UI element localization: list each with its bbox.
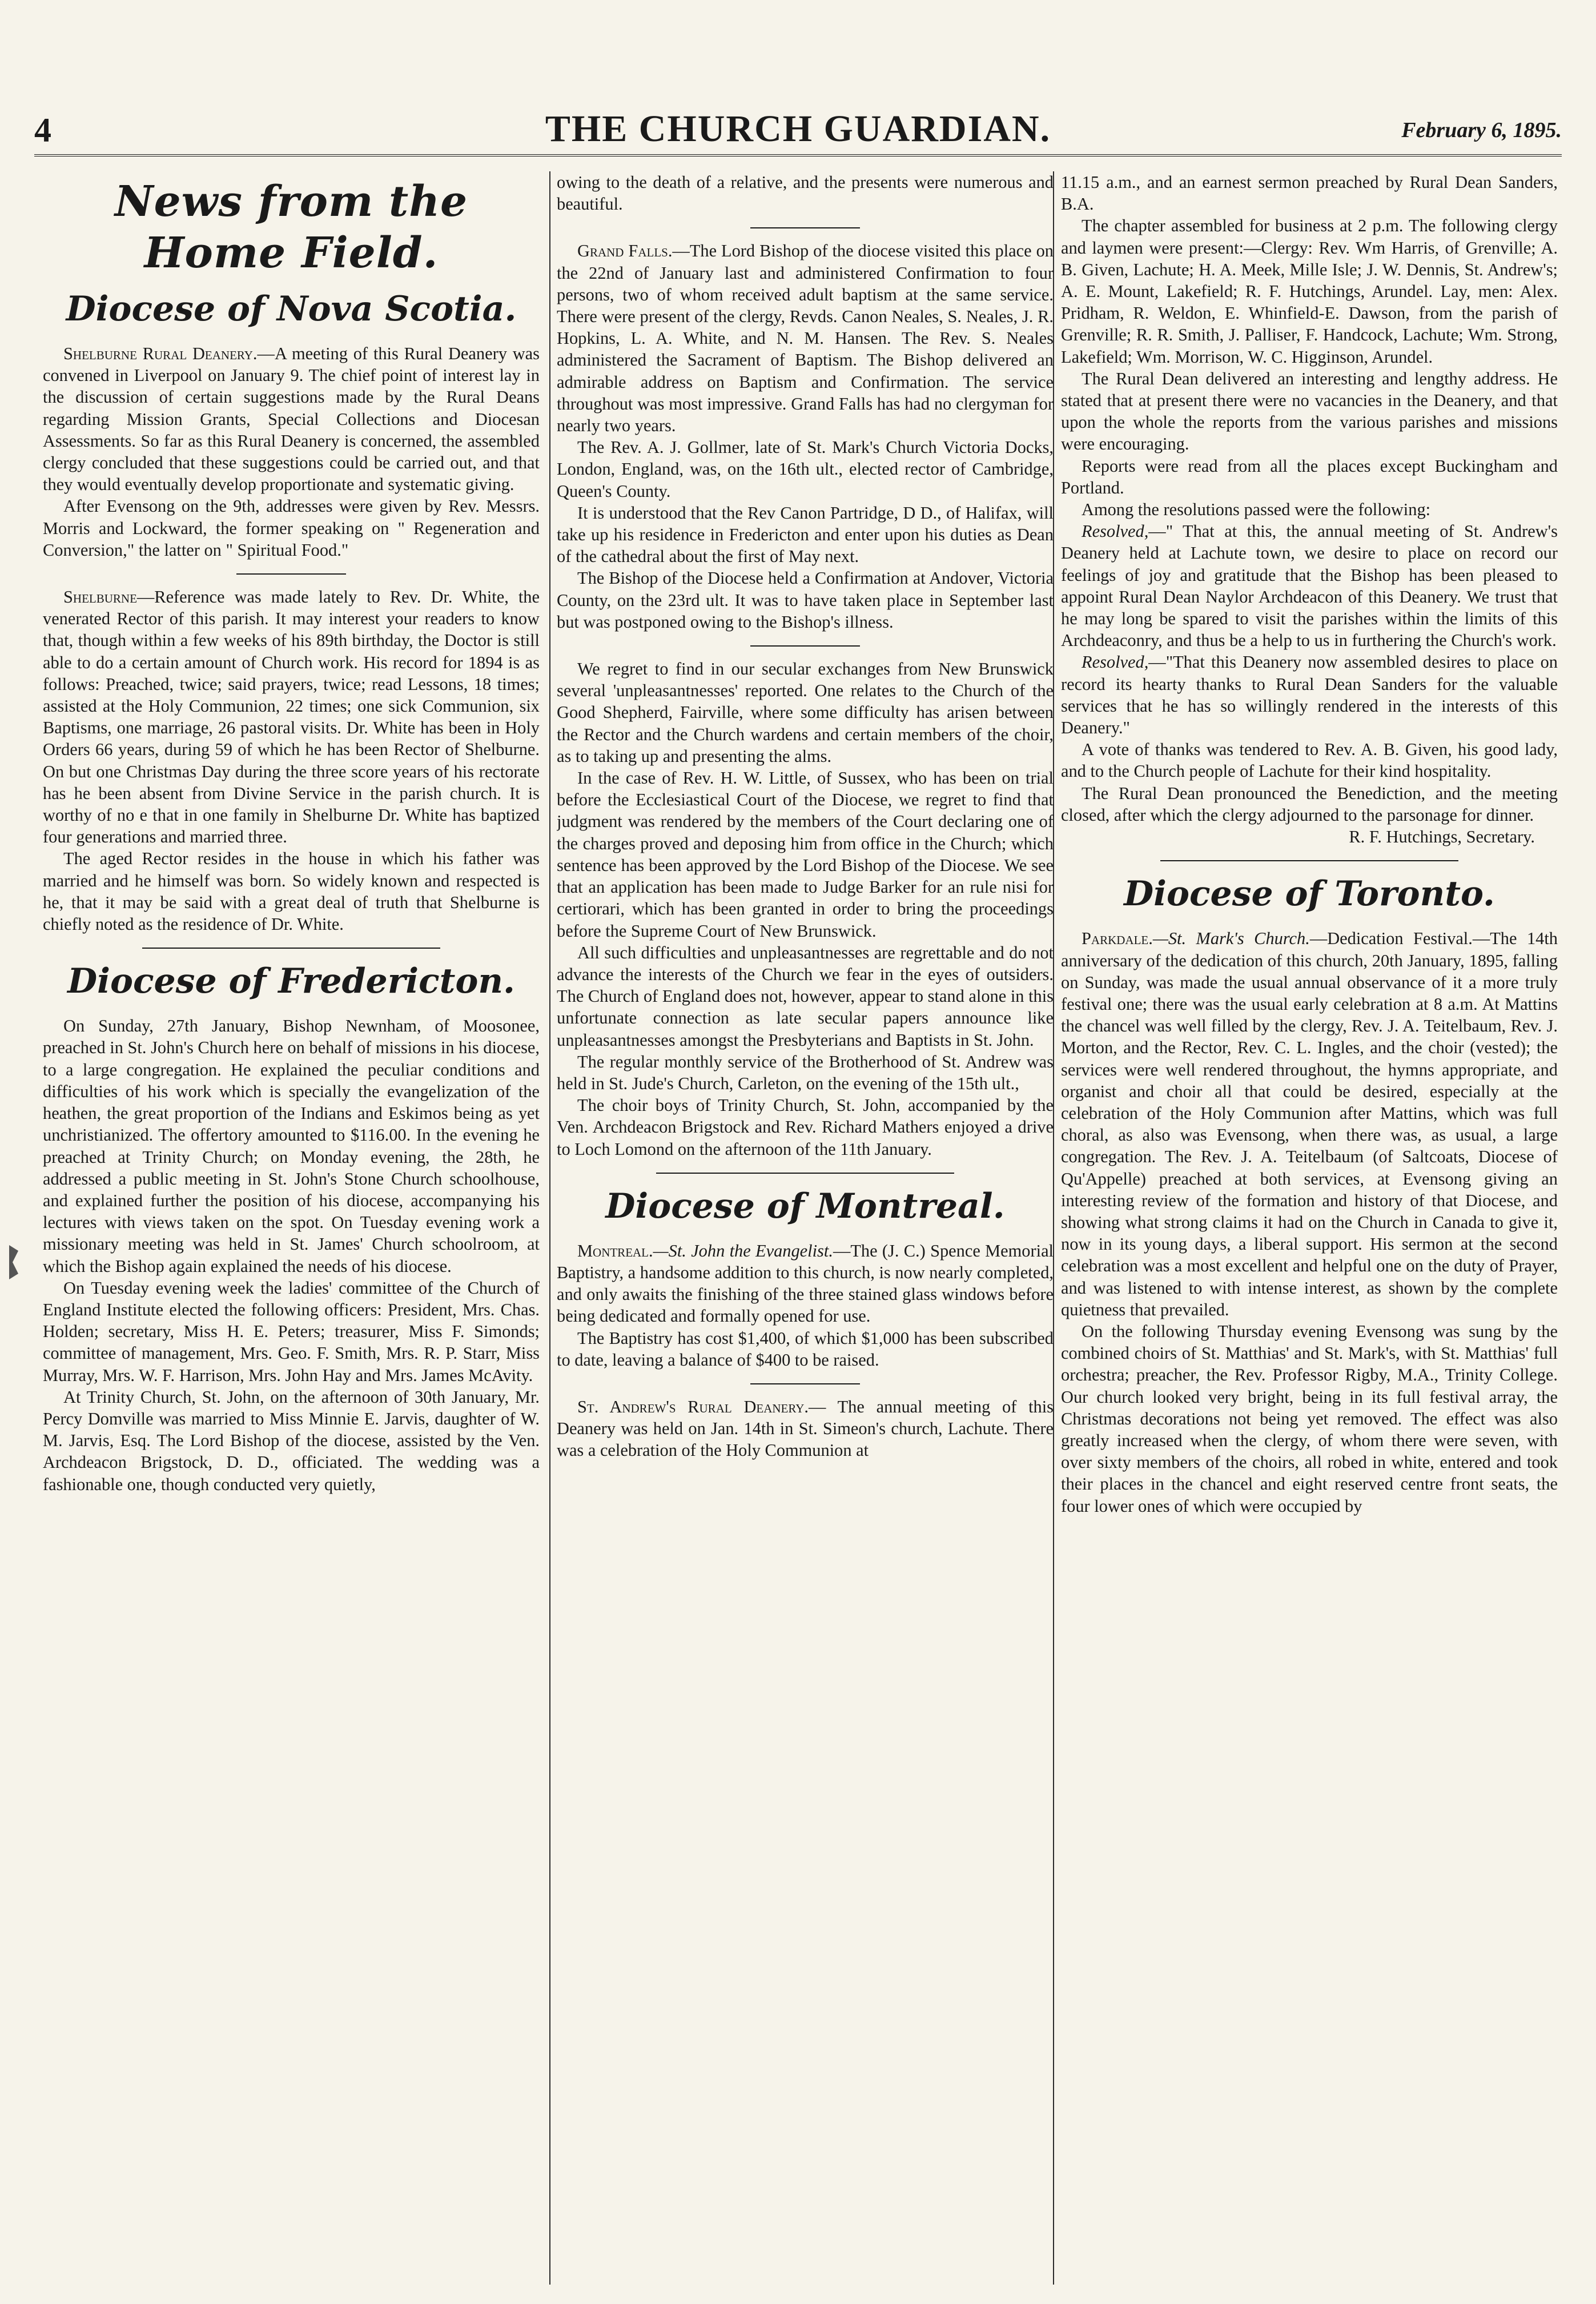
article-paragraph: The Rural Dean pronounced the Benediction, and the meeting closed, after which the clergy adjourned to the parsonage for dinner. xyxy=(1061,783,1558,825)
article-paragraph: On Sunday, 27th January, Bishop Newnham, of Moosonee, preached in St. John's Church here on behalf of missions in his diocese, to a large congregation. He explained the peculiar conditions and difficulties of his work which is specially the evangelization of the heathen, the great proportion of the Indians and Eskimos being as yet unchristianized. The offertory amounted to $116.00. In the evening he preached at Trinity Church; on Monday evening, the 28th, he addressed a public meeting in St. John's Stone Church schoolhouse, and explained further the position of his diocese, accompanying his lectures with views taken on the spot. On Tuesday evening work a missionary meeting was held in St. James' Church schoolroom, at which the Bishop again explained the needs of his diocese. xyxy=(43,1016,540,1276)
masthead xyxy=(34,107,1562,156)
article-paragraph: owing to the death of a relative, and the presents were numerous and beautiful. xyxy=(557,172,1054,214)
resolution-label: Resolved, xyxy=(1082,652,1149,672)
article-text: —"That this Deanery now assembled desires to place on record its hearty thanks to Rural Dean Sanders for the valuable services that he has so willingly rendered in the interests of this Deanery." xyxy=(1061,652,1558,738)
article-paragraph: The aged Rector resides in the house in which his father was married and he himself was born. So widely known and respected is he, that it may be said with a great deal of truth that Shelburne is chiefly noted as the residence of Dr. White. xyxy=(43,849,540,934)
article-dateline: Montreal. xyxy=(577,1241,653,1261)
article-paragraph: A vote of thanks was tendered to Rev. A. B. Given, his good lady, and to the Church people of Lachute for their kind hospitality. xyxy=(1061,740,1558,781)
diocese-heading: Diocese of Toronto. xyxy=(1124,874,1495,914)
newspaper-title: THE CHURCH GUARDIAN. xyxy=(545,108,1051,150)
article-paragraph xyxy=(43,586,540,848)
article-paragraph xyxy=(1061,928,1558,1320)
article-paragraph xyxy=(1061,520,1558,651)
section-heading: News from the Home Field. xyxy=(114,177,468,278)
diocese-heading: Diocese of Montreal. xyxy=(605,1186,1005,1226)
divider xyxy=(236,573,345,575)
article-paragraph: On the following Thursday evening Evensong was sung by the combined choirs of St. Matthias' and St. Mark's, with St. Matthias' full orchestra; preacher, the Rev. Professor Rigby, M.A., Trinity College. Our church looked very bright, being in its full festival array, the Christmas decorations not being yet removed. The effect was also greatly increased when the clergy, of whom there were seven, with over sixty members of the choirs, all robed in white, entered and took their places in the chancel and eight reserved centre front seats, the four lower ones of which were occupied by xyxy=(1061,1321,1558,1516)
divider xyxy=(750,227,859,228)
article-subject: —St. Mark's Church. xyxy=(1152,929,1310,949)
column-3 xyxy=(1061,171,1558,2285)
article-paragraph: The Rural Dean delivered an interesting and lengthy address. He stated that at present there were no vacancies in the Deanery, and that upon the whole the reports from the various parishes and missions were encouraging. xyxy=(1061,368,1558,454)
divider xyxy=(656,1173,954,1174)
article-text: —" That at this, the annual meeting of St. Andrew's Deanery held at Lachute town, we desire to place on record our feelings of joy and gratitude that the Bishop has been pleased to appoint Rural Dean Naylor Archdeacon of this Deanery. We trust that he may long be spared to visit the parishes within the limits of this Archdeaconry, and thus be a help to us in furthering the Church's work. xyxy=(1061,521,1558,651)
diocese-heading: Diocese of Fredericton. xyxy=(67,961,515,1002)
article-paragraph: All such difficulties and unpleasantnesses are regrettable and do not advance the interests of the Church we fear in the eyes of outsiders. The Church of England does not, however, appear to stand alone in this unfortunate connection as late secular papers announce like unpleasantnesses amongst the Presbyterians and Baptists in St. John. xyxy=(557,942,1054,1050)
article-paragraph: It is understood that the Rev Canon Partridge, D D., of Halifax, will take up his residence in Fredericton and enter upon his duties as Dean of the cathedral about the first of May next. xyxy=(557,503,1054,567)
article-paragraph xyxy=(1061,651,1558,738)
column-divider xyxy=(549,171,550,2285)
article-paragraph: The chapter assembled for business at 2 p.m. The following clergy and laymen were present:—Clergy: Rev. Wm Harris, of Grenville; A. B. Given, Lachute; H. A. Meek, Mille Isle; J. W. Dennis, St. Andrew's; A. E. Mount, Lakefield; R. F. Hutchings, Arundel. Lay, men: Alex. Pridham, R. Weldon, E. Whinfield-E. Dawson, from the parish of Grenville; R. R. Smith, J. Palliser, F. Handcock, Lachute; Wm. Strong, Lakefield; Wm. Morrison, W. C. Higginson, Arundel. xyxy=(1061,216,1558,367)
page-edge-mark xyxy=(9,1245,18,1279)
article-paragraph: At Trinity Church, St. John, on the afternoon of 30th January, Mr. Percy Domville was married to Miss Minnie E. Jarvis, daughter of W. M. Jarvis, Esq. The Lord Bishop of the diocese, assisted by the Ven. Archdeacon Brigstock, D. D., officiated. The wedding was a fashionable one, though conducted very quietly, xyxy=(43,1387,540,1494)
article-text: —Reference was made lately to Rev. Dr. White, the venerated Rector of this parish. It may interest your readers to know that, though within a few weeks of his 89th birthday, the Doctor is still able to do a certain amount of Church work. His record for 1894 is as follows: Preached, twice; said prayers, twice; read Lessons, 18 times; assisted at the Holy Communion, 22 times; one sick Communion, six Baptisms, one marriage, 26 pastoral visits. Dr. White has been in Holy Orders 66 years, during 59 of which he has been Rector of Shelburne. On but one Christmas Day during the three score years of his rectorate has he been absent from Divine Service in the parish church. It is worthy of no e that in one family in Shelburne Dr. White has baptized four generations and married three. xyxy=(43,587,540,847)
resolution-label: Resolved, xyxy=(1082,521,1149,541)
article-dateline: Shelburne xyxy=(63,587,137,607)
divider xyxy=(750,645,859,647)
column-2 xyxy=(557,171,1054,2285)
article-paragraph: The choir boys of Trinity Church, St. John, accompanied by the Ven. Archdeacon Brigstock and Rev. Richard Mathers enjoyed a drive to Loch Lomond on the afternoon of the 11th January. xyxy=(557,1095,1054,1159)
article-subject: —St. John the Evangelist. xyxy=(653,1241,833,1261)
article-text: —The (J. C.) Spence Memorial Baptistry, a handsome addition to this church, is now nearly completed, and only awaits the finishing of the three stained glass windows before being dedicated and formally opened for use. xyxy=(557,1241,1054,1326)
divider xyxy=(1160,860,1458,861)
article-paragraph: Among the resolutions passed were the following: xyxy=(1082,500,1431,520)
article-paragraph xyxy=(557,1396,1054,1462)
article-paragraph xyxy=(557,240,1054,436)
divider xyxy=(142,948,440,949)
article-paragraph: Reports were read from all the places except Buckingham and Portland. xyxy=(1061,456,1558,497)
article-dateline: St. Andrew's Rural Deanery. xyxy=(577,1396,809,1416)
article-text: — The annual meeting of this Deanery was held on Jan. 14th in St. Simeon's church, Lachute. There was a celebration of the Holy Communion at xyxy=(557,1396,1054,1460)
article-paragraph: The regular monthly service of the Brotherhood of St. Andrew was held in St. Jude's Church, Carleton, on the evening of the 15th ult., xyxy=(557,1051,1054,1093)
article-paragraph: In the case of Rev. H. W. Little, of Sussex, who has been on trial before the Ecclesiastical Court of the Diocese, we regret to find that judgment was rendered by the members of the Court declaring one of the charges proved and deposing him from office in the Church; which sentence has been approved by the Lord Bishop of the Diocese. We see that an application has been made to Judge Barker for an rule nisi for certiorari, which has been granted in order to bring the proceedings before the Supreme Court of New Brunswick. xyxy=(557,768,1054,941)
article-dateline: Grand Falls. xyxy=(577,241,673,261)
article-paragraph: On Tuesday evening week the ladies' committee of the Church of England Institute elected the following officers: President, Mrs. Chas. Holden; secretary, Miss H. E. Peters; treasurer, Miss F. Simonds; committee of management, Mrs. Geo. F. Smith, Mrs. R. P. Starr, Miss Murray, Mrs. W. F. Harrison, Mrs. John Hay and Mrs. James McAvity. xyxy=(43,1278,540,1385)
page-number: 4 xyxy=(34,111,51,149)
diocese-heading: Diocese of Nova Scotia. xyxy=(66,289,517,329)
article-paragraph: We regret to find in our secular exchanges from New Brunswick several 'unpleasantnesses' reported. One relates to the Church of the Good Shepherd, Fairville, where some difficulty has arisen between the Rector and the Church wardens and certain members of the choir, as to taking up and presenting the alms. xyxy=(557,659,1054,766)
article-text: —Dedication Festival.—The 14th anniversary of the dedication of this church, 20th January, 1895, falling on Sunday, was made the usual annual observance of it a more truly festival one; there was the usual early celebration at 8 a.m. At Mattins the chancel was well filled by the clergy, Rev. J. A. Teitelbaum, Rev. J. Morton, and the Rector, Rev. C. L. Ingles, and the choir (vested); the services were well rendered throughout, the hymns appropriate, and organist and choir all that could be desired, especially at the celebration of the Holy Communion after Mattins, which was full choral, as also was Evensong, when there was, as usual, a large congregation. The Rev. J. A. Teitelbaum (of Saltcoats, Diocese of Qu'Appelle) preached at both services, at Evensong giving an interesting review of the formation and history of that Diocese, and showing what strong claims it had on the Church in Canada to give it, now in its young days, a liberal support. His sermon at the second celebration was a most excellent and helpful one on the duty of Prayer, and was listened to with intense interest, as shown by the complete quietness that prevailed. xyxy=(1061,929,1558,1319)
article-dateline: Shelburne Rural Deanery. xyxy=(63,344,258,363)
article-paragraph xyxy=(43,343,540,495)
article-text: —A meeting of this Rural Deanery was convened in Liverpool on January 9. The chief point of interest lay in the discussion of certain suggestions made by the Rural Deans regarding Mission Grants, Special Collections and Diocesan Assessments. So far as this Rural Deanery is concerned, the assembled clergy concluded that these suggestions could be carried out, and that they would eventually develop proportionate and systematic giving. xyxy=(43,344,540,495)
article-paragraph: The Baptistry has cost $1,400, of which $1,000 has been subscribed to date, leaving a balance of $400 to be raised. xyxy=(557,1328,1054,1370)
article-paragraph: 11.15 a.m., and an earnest sermon preached by Rural Dean Sanders, B.A. xyxy=(1061,172,1558,214)
article-paragraph: After Evensong on the 9th, addresses were given by Rev. Messrs. Morris and Lockward, the former speaking on " Regeneration and Conversion," the latter on " Spiritual Food." xyxy=(43,496,540,560)
article-dateline: Parkdale. xyxy=(1082,929,1153,949)
article-paragraph xyxy=(557,1240,1054,1327)
article-paragraph: The Bishop of the Diocese held a Confirmation at Andover, Victoria County, on the 23rd ult. It was to have taken place in September last but was postponed owing to the Bishop's illness. xyxy=(557,568,1054,632)
divider xyxy=(750,1383,859,1384)
issue-date: February 6, 1895. xyxy=(1401,118,1562,142)
signature: R. F. Hutchings, Secretary. xyxy=(1349,827,1535,847)
article-paragraph: The Rev. A. J. Gollmer, late of St. Mark's Church Victoria Docks, London, England, was, on the 16th ult., elected rector of Cambridge, Queen's County. xyxy=(557,437,1054,501)
column-1 xyxy=(43,171,540,2285)
article-text: —The Lord Bishop of the diocese visited this place on the 22nd of January last and administered Confirmation to four persons, two of whom received adult baptism at the same service. There were present of the clergy, Revds. Canon Neales, S. Neales, J. R. Hopkins, L. A. White, and N. M. Hansen. The Rev. S. Neales administered the Sacrament of Baptism. The Bishop delivered an admirable address on Baptism and Confirmation. The service throughout was most impressive. Grand Falls has had no clergyman for nearly two years. xyxy=(557,241,1054,436)
